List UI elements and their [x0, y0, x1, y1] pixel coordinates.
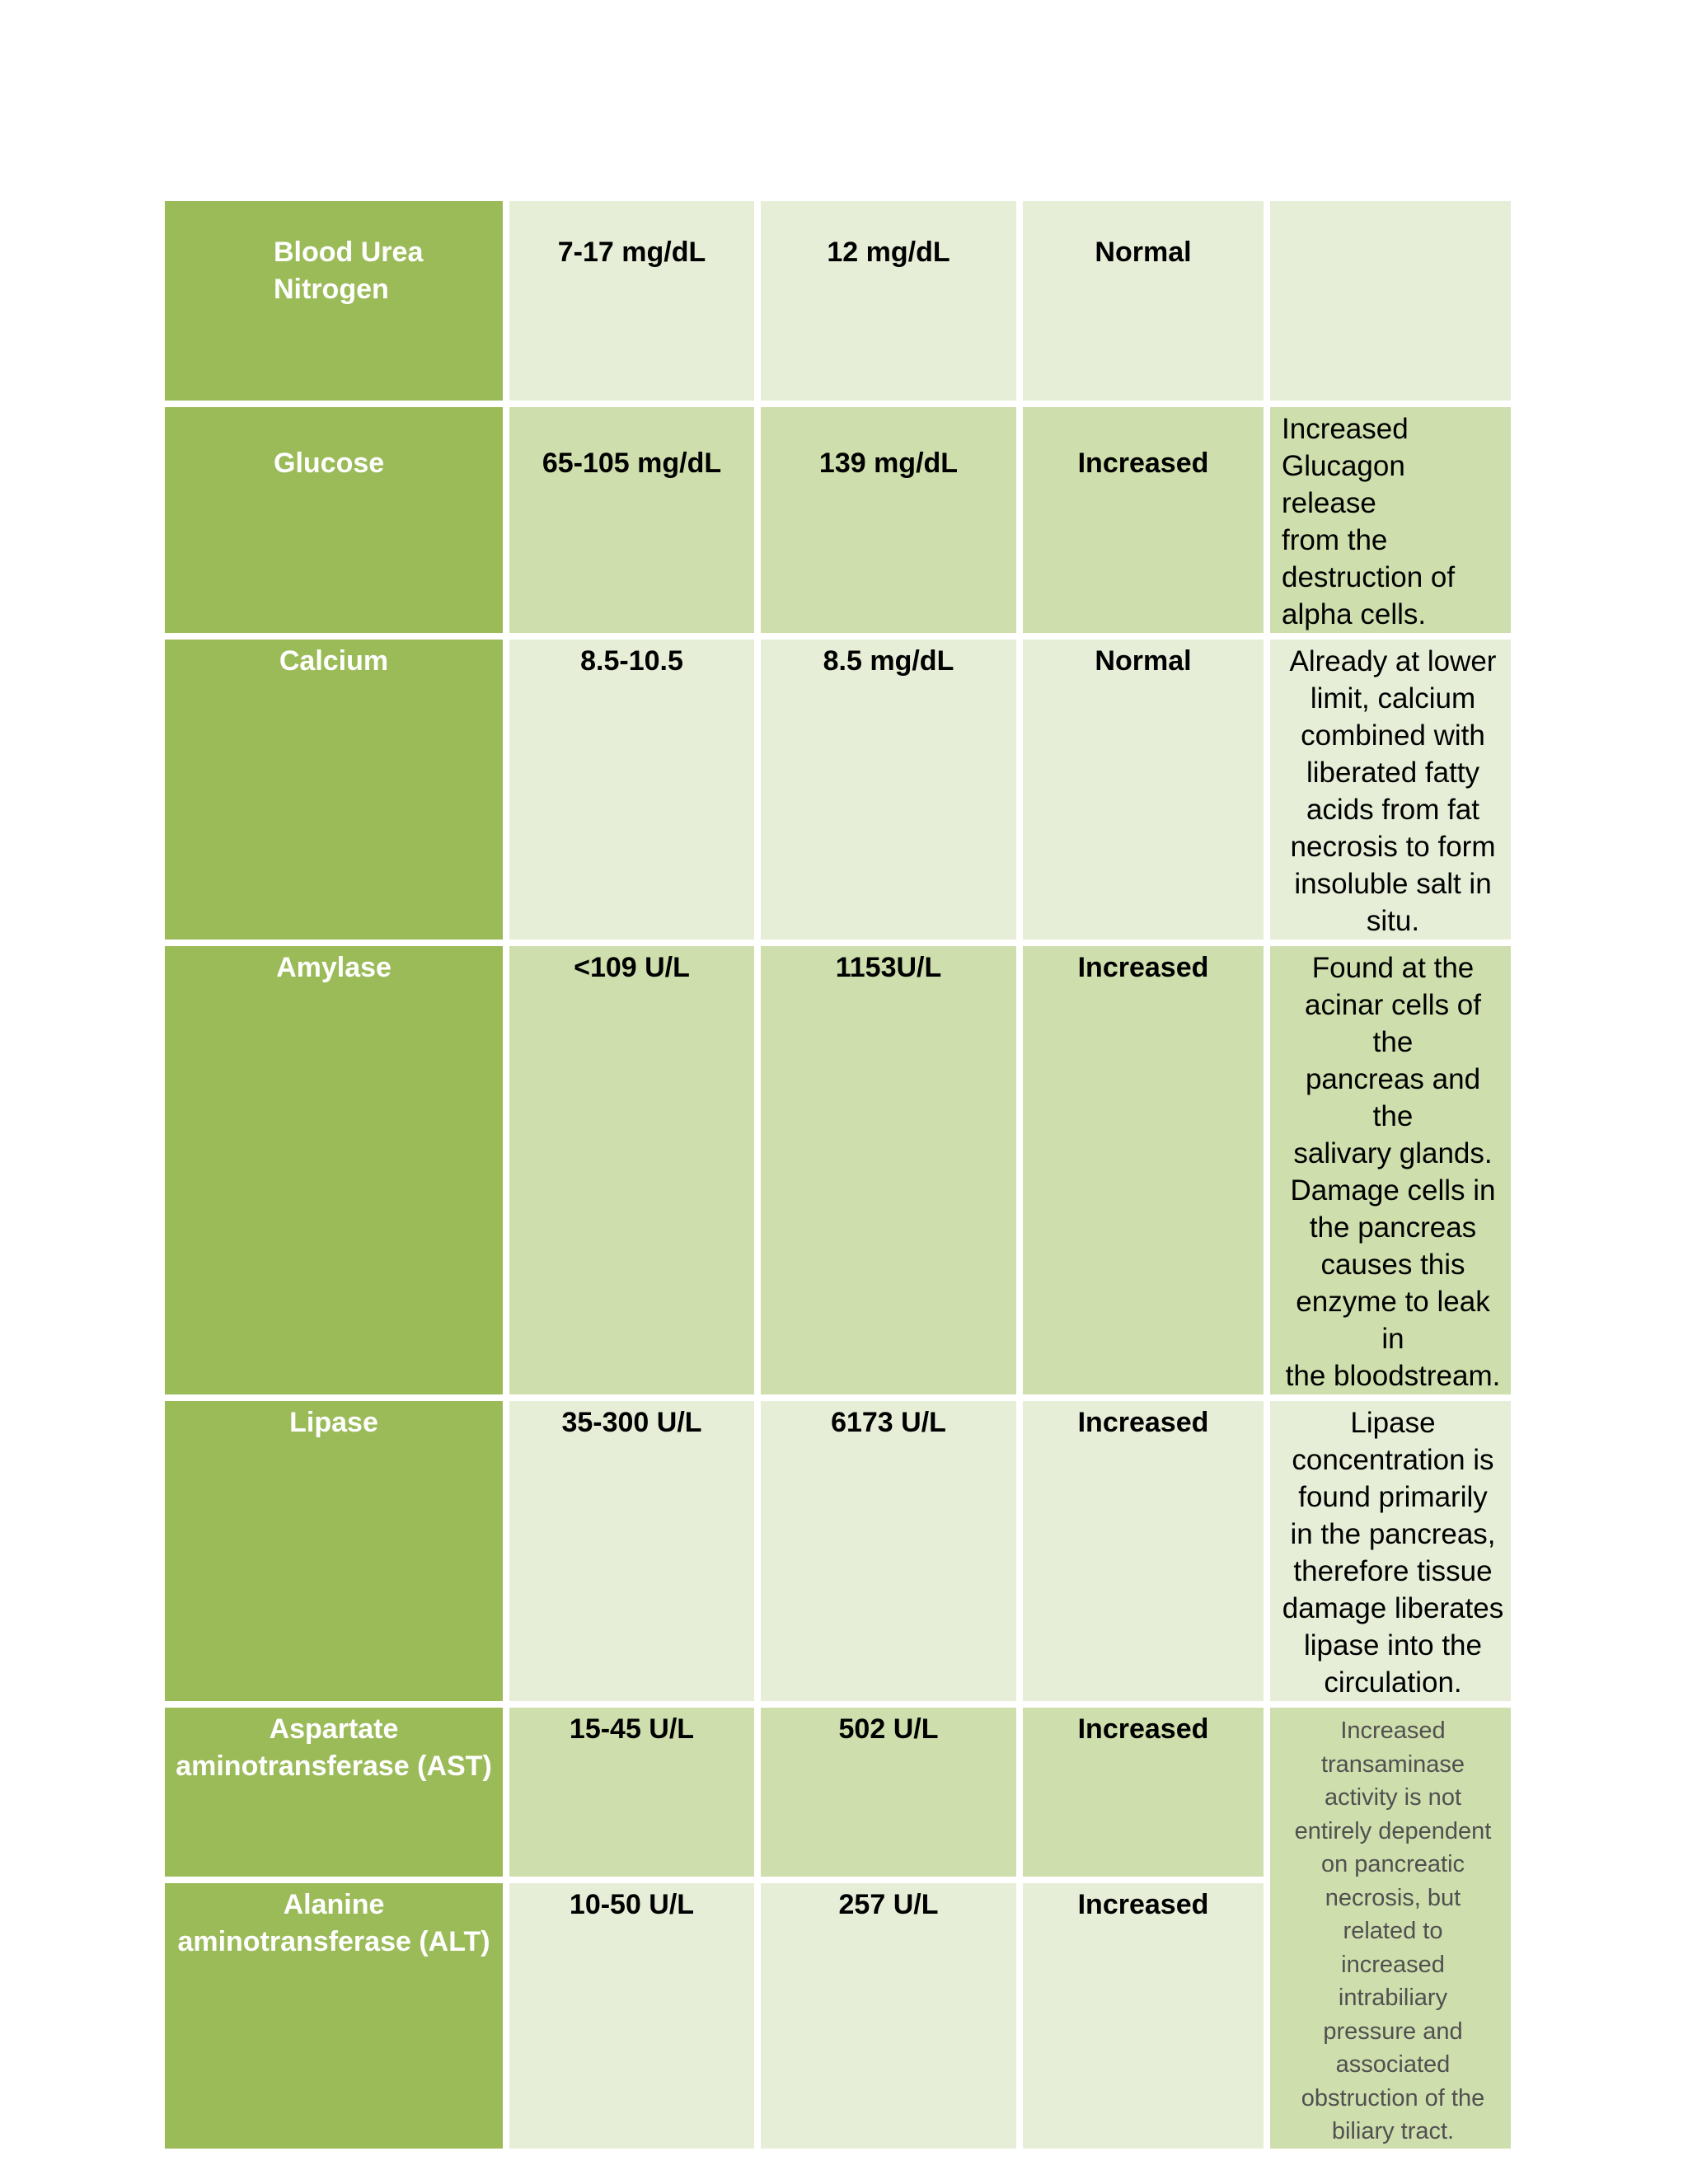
- status-text: Increased: [1077, 1888, 1209, 1920]
- result-value-cell: [757, 404, 1020, 636]
- status-text: Increased: [1077, 952, 1209, 983]
- reference-range: 7-17 mg/dL: [557, 237, 706, 268]
- table-row-lipase: [162, 1398, 1514, 1704]
- status-cell: [1020, 1398, 1267, 1704]
- note-text: Increased Glucagon release from the destruction of alpha cells.: [1282, 413, 1456, 630]
- result-value-cell: [757, 1880, 1020, 2152]
- reference-range-cell: [506, 1704, 757, 1880]
- status-cell: [1020, 943, 1267, 1398]
- status-cell: [1020, 1704, 1267, 1880]
- status-text: Normal: [1095, 237, 1192, 268]
- result-value: 257 U/L: [838, 1888, 939, 1920]
- test-name: Amylase: [276, 952, 392, 983]
- test-name-cell: [162, 943, 506, 1398]
- lab-results-table: [162, 198, 1514, 2152]
- table-row-glucose: [162, 404, 1514, 636]
- note-cell: [1267, 1398, 1514, 1704]
- reference-range: 65-105 mg/dL: [542, 448, 722, 479]
- test-name: Calcium: [279, 645, 389, 677]
- status-cell: [1020, 636, 1267, 943]
- note-cell: [1267, 198, 1514, 404]
- result-value: 8.5 mg/dL: [823, 645, 954, 677]
- test-name: Alanine aminotransferase (ALT): [177, 1888, 490, 1957]
- result-value-cell: [757, 943, 1020, 1398]
- test-name: Lipase: [289, 1407, 378, 1438]
- status-text: Increased: [1077, 1407, 1209, 1438]
- test-name: Blood Urea Nitrogen: [274, 237, 424, 305]
- status-text: Increased: [1077, 448, 1209, 479]
- reference-range-cell: [506, 636, 757, 943]
- reference-range: 35-300 U/L: [561, 1407, 702, 1438]
- note-text: Lipase concentration is found primarily in the pancreas, therefore tissue damage liberates lipase into the circulation.: [1282, 1407, 1504, 1699]
- reference-range-cell: [506, 198, 757, 404]
- test-name-cell: [162, 1398, 506, 1704]
- reference-range: 8.5-10.5: [580, 645, 683, 677]
- note-text: Increased transaminase activity is not entirely dependent on pancreatic necrosis, but related to increased intrabiliary pressure and associated obstruction of the biliary tract.: [1294, 1718, 1492, 2144]
- table-row-ast: [162, 1704, 1514, 1880]
- result-value-cell: [757, 636, 1020, 943]
- test-name-cell: [162, 636, 506, 943]
- reference-range-cell: [506, 943, 757, 1398]
- note-cell: [1267, 1704, 1514, 2152]
- test-name: Aspartate aminotransferase (AST): [176, 1713, 492, 1782]
- reference-range: 10-50 U/L: [569, 1888, 695, 1920]
- test-name-cell: [162, 1704, 506, 1880]
- note-cell: [1267, 404, 1514, 636]
- result-value: 12 mg/dL: [827, 237, 950, 268]
- note-text: Already at lower limit, calcium combined with liberated fatty acids from fat necrosis to form insoluble salt in situ.: [1289, 645, 1497, 937]
- reference-range: <109 U/L: [574, 952, 690, 983]
- table-row-bun: [162, 198, 1514, 404]
- status-text: Increased: [1077, 1713, 1209, 1745]
- table-row-calcium: [162, 636, 1514, 943]
- note-text: Found at the acinar cells of the pancreas and the salivary glands. Damage cells in the pancreas causes this enzyme to leak in the bloodstream.: [1285, 952, 1501, 1392]
- result-value-cell: [757, 1398, 1020, 1704]
- reference-range-cell: [506, 1398, 757, 1704]
- status-text: Normal: [1095, 645, 1192, 677]
- status-cell: [1020, 404, 1267, 636]
- result-value: 1153U/L: [835, 952, 942, 983]
- reference-range: 15-45 U/L: [569, 1713, 695, 1745]
- reference-range-cell: [506, 404, 757, 636]
- test-name-cell: [162, 404, 506, 636]
- note-cell: [1267, 943, 1514, 1398]
- result-value-cell: [757, 198, 1020, 404]
- status-cell: [1020, 198, 1267, 404]
- test-name-cell: [162, 198, 506, 404]
- table-row-amylase: [162, 943, 1514, 1398]
- result-value: 502 U/L: [838, 1713, 939, 1745]
- reference-range-cell: [506, 1880, 757, 2152]
- note-cell: [1267, 636, 1514, 943]
- test-name-cell: [162, 1880, 506, 2152]
- result-value-cell: [757, 1704, 1020, 1880]
- status-cell: [1020, 1880, 1267, 2152]
- test-name: Glucose: [274, 448, 385, 479]
- result-value: 6173 U/L: [831, 1407, 946, 1438]
- result-value: 139 mg/dL: [818, 448, 959, 479]
